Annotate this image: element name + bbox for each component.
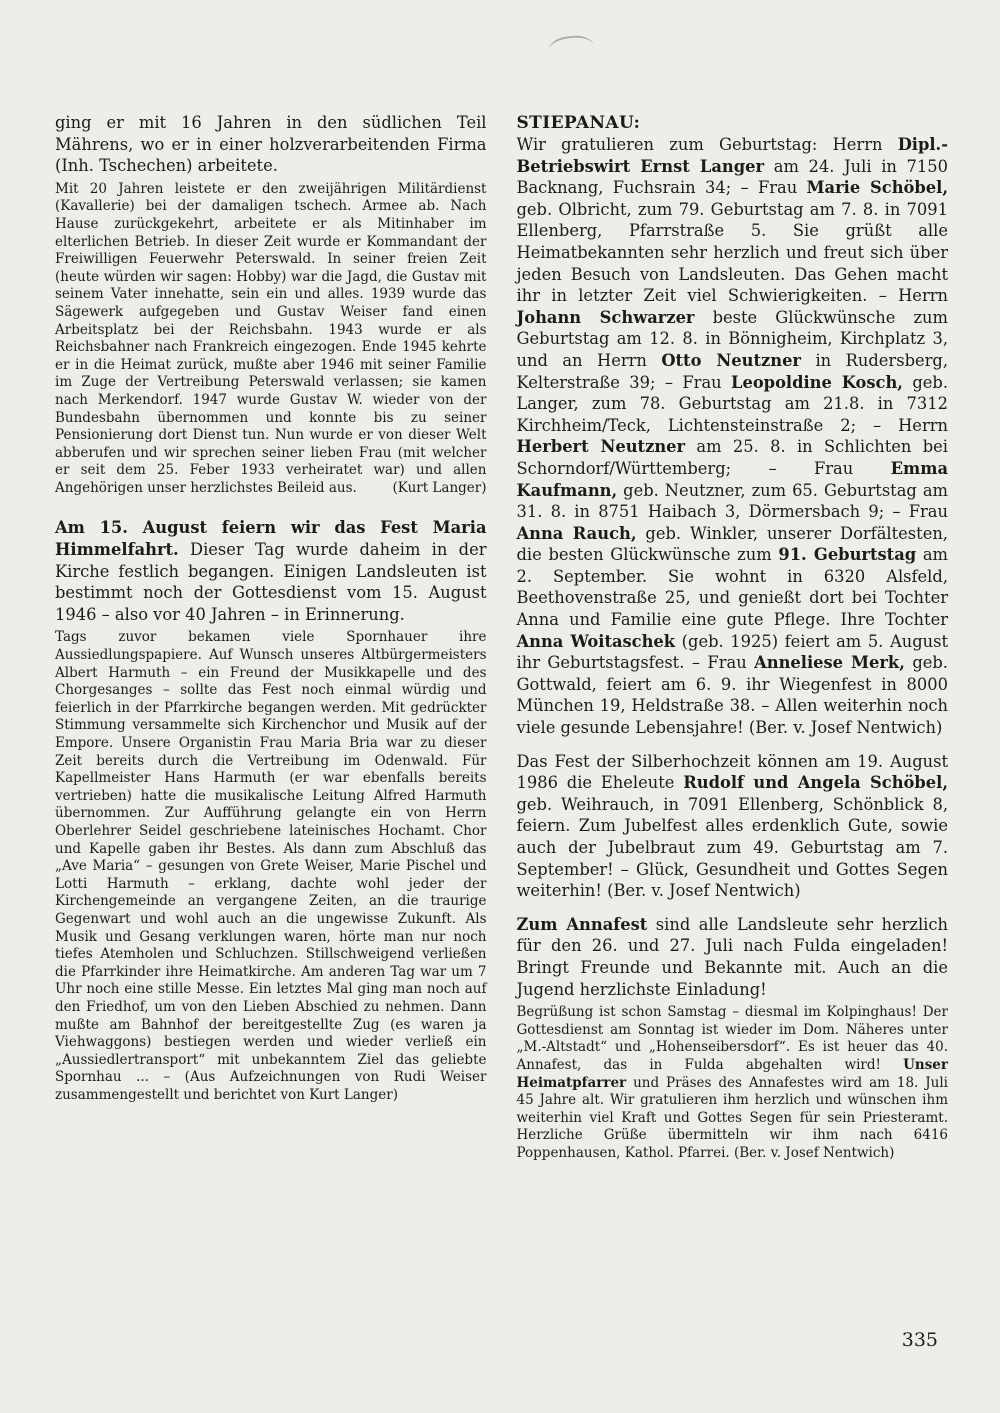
left-column bbox=[55, 112, 487, 1163]
text-segment: Tags zuvor bekamen viele Spornhauer ihre Aussiedlungspapiere. Auf Wunsch unseres Altbürgermeisters Albert Harmuth – ein Freund der Musikkapelle und des Chorgesanges – sollte das Fest noch einmal würdig und feierlich in der Pfarrkirche begangen werden. Mit gedrückter Stimmung versammelte sich Kirchenchor und Musik auf der Empore. Unsere Organistin Frau Maria Bria war zu dieser Zeit bereits durch die Vertreibung im Odenwald. Für Kapellmeister Hans Harmuth (er war ebenfalls bereits vertrieben) hatte die musikalische Leitung Alfred Harmuth übernommen. Zur Aufführung gelangte ein von Herrn Oberlehrer Seidel geschriebene lateinisches Hochamt. Chor und Kapelle gaben ihr Bestes. Als dann zum Abschluß das „Ave Maria“ – gesungen von Grete Weiser, Marie Pischel und Lotti Harmuth – erklang, dachte wohl jeder der Kirchengemeinde an vergangene Zeiten, an die traurige Gegenwart und wohl auch an die ungewisse Zukunft. Als Musik und Gesang verklungen waren, hörte man nur noch tiefes Atemholen und Schluchzen. Stillschweigend verließen die Pfarrkinder ihre Heimatkirche. Am anderen Tag war um 7 Uhr noch eine stille Messe. Ein letztes Mal ging man noch auf den Friedhof, um von den Lieben Abschied zu nehmen. Dann mußte am Bahnhof der bereitgestellte Zug (es waren ja Viehwaggons) bestiegen werden und wieder verließ ein „Aussiedlertransport“ mit unbekanntem Ziel das geliebte Spornhau ... – (Aus Aufzeichnungen von Rudi Weiser zusammengestellt und berichtet von Kurt Langer) bbox=[55, 629, 487, 1103]
bold-text: 91. Geburtstag bbox=[778, 545, 917, 565]
bold-text: Dipl.-Betriebswirt Ernst Langer bbox=[516, 135, 948, 176]
text-segment: sind alle Landsleute sehr herzlich für den 26. und 27. Juli nach Fulda eingeladen! Bringt Freunde und Bekannte mit. Auch an die Jugend herzlichste Einladung! bbox=[516, 914, 948, 999]
bold-text: Anna Woitaschek bbox=[516, 631, 676, 651]
page-number: 335 bbox=[901, 1329, 938, 1351]
text-segment: beste Glückwünsche zum Geburtstag am 12. 8. in Bönnigheim, Kirchplatz 3, und an Herrn bbox=[516, 307, 948, 370]
text-segment: (geb. 1925) feiert am 5. August ihr Geburtstagsfest. – Frau bbox=[516, 631, 948, 673]
paragraph bbox=[55, 629, 487, 1104]
bold-text: Otto Neutzner bbox=[661, 350, 802, 370]
paragraph bbox=[517, 751, 949, 902]
bold-text: Anna Rauch, bbox=[516, 523, 637, 543]
text-segment: Wir gratulieren zum Geburtstag: Herrn bbox=[516, 135, 898, 154]
text-segment: geb. Weihrauch, in 7091 Ellenberg, Schönblick 8, feiern. Zum Jubelfest alles erdenklich Gute, sowie auch der Jubelbraut zum 49. Geburtstag am 7. September! – Glück, Gesundheit und Gottes Segen weiterhin! (Ber. v. Josef Nentwich) bbox=[516, 794, 948, 901]
bold-text: Anneliese Merk, bbox=[754, 653, 905, 673]
text-segment: Dieser Tag wurde daheim in der Kirche festlich begangen. Einigen Landsleuten ist bestimmt noch der Gottesdienst vom 15. August 1946 – also vor 40 Jahren – in Erinnerung. bbox=[55, 540, 487, 624]
bold-text: Marie Schöbel, bbox=[806, 178, 948, 198]
credit-text: (Kurt Langer) bbox=[392, 479, 487, 496]
paragraph bbox=[55, 181, 487, 498]
text-segment: in Rudersberg, Kelterstraße 39; – Frau bbox=[516, 350, 949, 392]
section-heading: STIEPANAU: bbox=[516, 113, 641, 133]
paragraph bbox=[55, 517, 487, 625]
text-segment: geb. Olbricht, zum 79. Geburtstag am 7. 8. in 7091 Ellenberg, Pfarrstraße 5. Sie grüßt alle Heimatbekannten sehr herzlich und freut sich über jeden Besuch von Landsleuten. Das Gehen macht ihr in letzter Zeit viel Schwierigkeiten. – Herrn bbox=[516, 199, 948, 306]
bold-text: Emma Kaufmann, bbox=[516, 458, 948, 500]
bold-text: Rudolf und Angela Schöbel, bbox=[683, 773, 948, 793]
text-segment: Mit 20 Jahren leistete er den zweijährigen Militärdienst (Kavallerie) bei der damaligen tschech. Armee ab. Nach Hause zurückgekehrt, arbeitete er als Mitinhaber im elterlichen Betrieb. In dieser Zeit wurde er Kommandant der Freiwilligen Feuerwehr Peterswald. In seiner freien Zeit (heute würden wir sagen: Hobby) war die Jagd, die Gustav mit seinem Vater innehatte, sein ein und alles. 1939 wurde das Sägewerk aufgegeben und Gustav Weiser fand einen Arbeitsplatz bei der Reichsbahn. 1943 wurde er als Reichsbahner nach Frankreich eingezogen. Ende 1945 kehrte er in die Heimat zurück, mußte aber 1946 mit seiner Familie im Zuge der Vertreibung Peterswald verlassen; sie kamen nach Merkendorf. 1947 wurde Gustav W. wieder von der Bundesbahn übernommen und konnte bis zu seiner Pensionierung dort Dienst tun. Nun wurde er von dieser Welt abberufen und wir sprechen seiner lieben Frau (mit welcher er seit dem 25. Feber 1933 verheiratet war) und allen Angehörigen unser herzlichstes Beileid aus. bbox=[55, 180, 487, 496]
text-segment: und Präses des Annafestes wird am 18. Juli 45 Jahre alt. Wir gratulieren ihm herzlich und wünschen ihm weiterhin viel Kraft und Gottes Segen für sein Priesteramt. Herzliche Grüße übermitteln wir ihm nach 6416 Poppenhausen, Kathol. Pfarrei. (Ber. v. Josef Nentwich) bbox=[516, 1074, 948, 1161]
text-segment: Begrüßung ist schon Samstag – diesmal im Kolpinghaus! Der Gottesdienst am Sonntag ist wieder im Dom. Näheres unter „M.-Altstadt“ und „Hohenseibersdorf“. Es ist heuer das 40. Annafest, das in Fulda abgehalten wird! bbox=[516, 1004, 948, 1073]
right-column bbox=[517, 112, 949, 1163]
text-segment: geb. Neutzner, zum 65. Geburtstag am 31. 8. in 8751 Haibach 3, Dörmersbach 9; – Frau bbox=[516, 480, 948, 522]
bold-text: Zum Annafest bbox=[516, 914, 648, 934]
bold-text: Herbert Neutzner bbox=[516, 437, 686, 457]
paragraph bbox=[55, 112, 487, 177]
right-column-body bbox=[517, 134, 949, 1163]
bold-text: Am 15. August feiern wir das Fest Maria Himmelfahrt. bbox=[55, 518, 487, 560]
text-segment: ging er mit 16 Jahren in den südlichen Teil Mährens, wo er in einer holzverarbeitenden Firma (Inh. Tschechen) arbeitete. bbox=[55, 113, 487, 176]
text-segment: geb. Winkler, unserer Dorfältesten, die besten Glückwünsche zum bbox=[516, 523, 948, 565]
text-segment: am 25. 8. in Schlichten bei Schorndorf/Württemberg; – Frau bbox=[516, 437, 948, 478]
bold-text: Johann Schwarzer bbox=[516, 307, 695, 327]
paragraph bbox=[517, 134, 949, 739]
two-column-layout bbox=[55, 112, 948, 1163]
text-segment: geb. Langer, zum 78. Geburtstag am 21.8. in 7312 Kirchheim/Teck, Lichtensteinstraße 2; – Herrn bbox=[516, 372, 949, 435]
text-segment: geb. Gottwald, feiert am 6. 9. ihr Wiegenfest in 8000 München 19, Heldstraße 38. – Allen weiterhin noch viele gesunde Lebensjahre! (Ber. v. Josef Nentwich) bbox=[516, 653, 948, 738]
text-segment: am 2. September. Sie wohnt in 6320 Alsfeld, Beethovenstraße 25, und genießt dort bei Tochter Anna und Familie eine gute Pflege. Ihre Tochter bbox=[516, 545, 949, 630]
paragraph bbox=[517, 1004, 949, 1162]
text-segment: Das Fest der Silberhochzeit können am 19. August 1986 die Eheleute bbox=[516, 751, 948, 793]
bold-text: Leopoldine Kosch, bbox=[731, 372, 903, 392]
text-segment: am 24. Juli in 7150 Backnang, Fuchsrain 34; – Frau bbox=[516, 156, 948, 198]
paragraph bbox=[517, 914, 949, 1000]
bold-text: Unser Heimatpfarrer bbox=[516, 1056, 948, 1091]
scan-artifact bbox=[547, 33, 595, 53]
